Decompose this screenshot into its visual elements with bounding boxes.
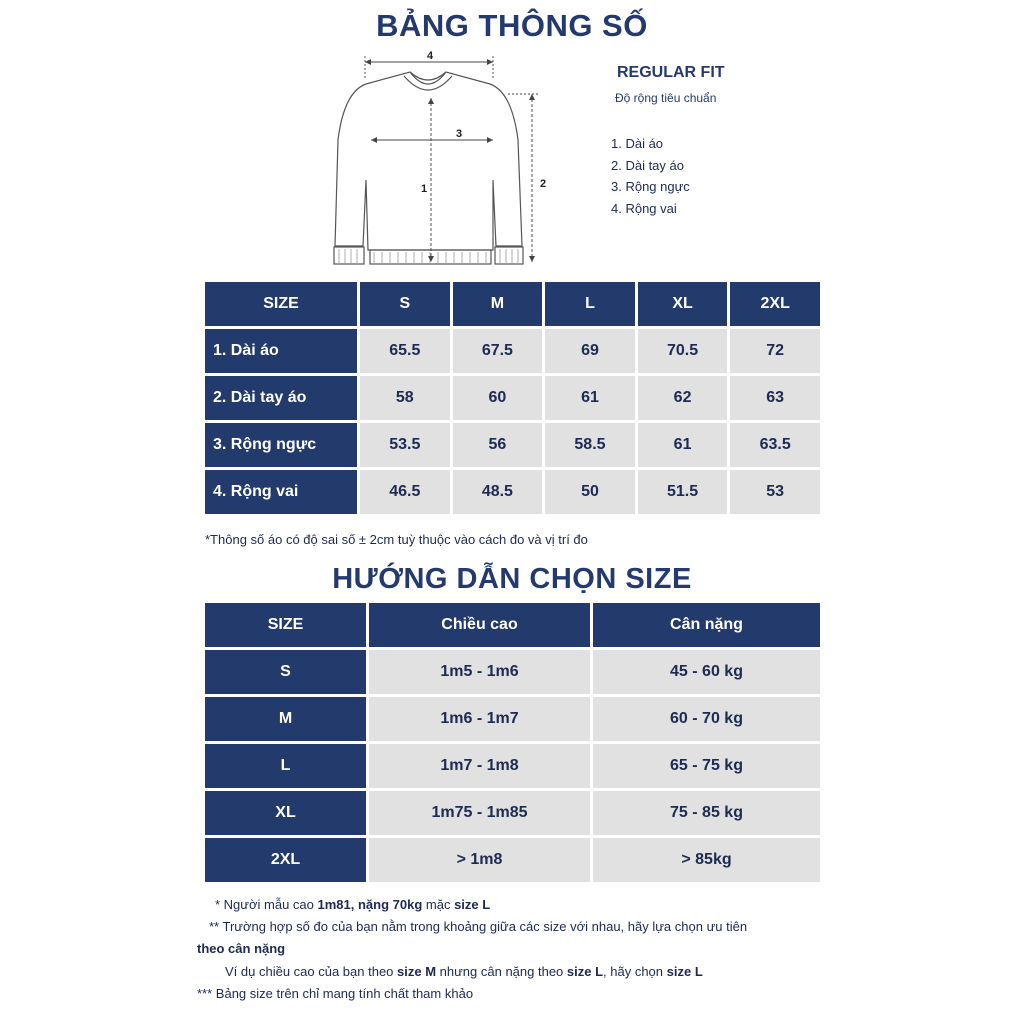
legend-item: 1. Dài áo <box>611 136 664 151</box>
note-text: * Người mẫu cao <box>215 897 318 912</box>
note-model <box>215 897 490 912</box>
table-cell: 62 <box>638 376 728 420</box>
table-cell: 75 - 85 kg <box>593 791 820 835</box>
legend-item: 3. Rộng ngực <box>611 179 690 194</box>
table-cell: > 85kg <box>593 838 820 882</box>
guide-title: HƯỚNG DẪN CHỌN SIZE <box>332 563 692 595</box>
header-cell: XL <box>638 282 728 326</box>
measurement-legend <box>611 135 690 221</box>
measure-label-4: 4 <box>426 50 434 62</box>
header-cell: S <box>360 282 450 326</box>
note-emphasis: size L <box>666 964 703 979</box>
table-row <box>205 376 820 420</box>
spec-table <box>202 279 823 517</box>
row-label: 2. Dài tay áo <box>205 376 357 420</box>
table-cell: 48.5 <box>453 470 543 514</box>
row-label: XL <box>205 791 366 835</box>
table-cell: 65 - 75 kg <box>593 744 820 788</box>
table-row <box>205 329 820 373</box>
note-text: mặc <box>422 897 455 912</box>
table-cell: 72 <box>730 329 820 373</box>
table-cell: 1m5 - 1m6 <box>369 650 590 694</box>
fit-subtitle: Độ rộng tiêu chuẩn <box>615 91 717 105</box>
note-emphasis: size L <box>454 897 491 912</box>
fit-title: REGULAR FIT <box>617 64 725 81</box>
spec-note: *Thông số áo có độ sai số ± 2cm tuỳ thuộc vào cách đo và vị trí đo <box>205 532 588 547</box>
table-cell: 58.5 <box>545 423 635 467</box>
header-cell: SIZE <box>205 603 366 647</box>
measure-label-1: 1 <box>420 183 428 195</box>
table-row <box>205 697 820 741</box>
measure-label-2: 2 <box>539 178 547 190</box>
header-cell: SIZE <box>205 282 357 326</box>
size-guide-table <box>202 600 823 885</box>
table-cell: 1m75 - 1m85 <box>369 791 590 835</box>
table-cell: 69 <box>545 329 635 373</box>
row-label: 4. Rộng vai <box>205 470 357 514</box>
table-cell: 61 <box>545 376 635 420</box>
table-cell: 60 - 70 kg <box>593 697 820 741</box>
table-cell: 46.5 <box>360 470 450 514</box>
note-emphasis: size L <box>566 964 604 979</box>
note-text: Ví dụ chiều cao của bạn theo <box>225 964 398 979</box>
measure-label-3: 3 <box>455 128 463 140</box>
table-cell: 65.5 <box>360 329 450 373</box>
table-cell: 1m7 - 1m8 <box>369 744 590 788</box>
header-cell: Chiều cao <box>369 603 590 647</box>
header-cell: 2XL <box>730 282 820 326</box>
note-text: , hãy chọn <box>603 964 667 979</box>
spec-title: BẢNG THÔNG SỐ <box>376 8 648 43</box>
note-between-sizes-emphasis <box>197 941 285 956</box>
note-reference: *** Bảng size trên chỉ mang tính chất tham khảo <box>197 986 474 1001</box>
row-label: 1. Dài áo <box>205 329 357 373</box>
row-label: 3. Rộng ngực <box>205 423 357 467</box>
header-cell: M <box>453 282 543 326</box>
table-cell: 70.5 <box>638 329 728 373</box>
header-cell: Cân nặng <box>593 603 820 647</box>
note-between-sizes: ** Trường hợp số đo của bạn nằm trong khoảng giữa các size với nhau, hãy lựa chọn ưu tiên <box>209 919 748 934</box>
table-cell: 53 <box>730 470 820 514</box>
note-text: nhưng cân nặng theo <box>436 964 567 979</box>
table-row <box>205 744 820 788</box>
sweater-diagram <box>325 45 555 275</box>
row-label: L <box>205 744 366 788</box>
table-cell: 63.5 <box>730 423 820 467</box>
table-cell: 56 <box>453 423 543 467</box>
table-cell: 50 <box>545 470 635 514</box>
table-cell: 45 - 60 kg <box>593 650 820 694</box>
legend-item: 2. Dài tay áo <box>611 157 684 173</box>
table-row <box>205 838 820 882</box>
table-cell: 63 <box>730 376 820 420</box>
row-label: M <box>205 697 366 741</box>
note-emphasis: size M <box>397 964 437 979</box>
table-header-row <box>205 282 820 326</box>
table-header-row <box>205 603 820 647</box>
legend-item: 4. Rộng vai <box>611 200 677 216</box>
table-cell: 1m6 - 1m7 <box>369 697 590 741</box>
table-cell: 53.5 <box>360 423 450 467</box>
table-cell: 51.5 <box>638 470 728 514</box>
table-row <box>205 470 820 514</box>
table-cell: 58 <box>360 376 450 420</box>
row-label: 2XL <box>205 838 366 882</box>
table-row <box>205 791 820 835</box>
table-row <box>205 423 820 467</box>
table-cell: 61 <box>638 423 728 467</box>
header-cell: L <box>545 282 635 326</box>
note-emphasis: 1m81, nặng 70kg <box>317 897 423 912</box>
row-label: S <box>205 650 366 694</box>
table-cell: 60 <box>453 376 543 420</box>
table-cell: > 1m8 <box>369 838 590 882</box>
table-cell: 67.5 <box>453 329 543 373</box>
note-example <box>225 964 703 979</box>
table-row <box>205 650 820 694</box>
note-emphasis: theo cân nặng <box>197 941 286 956</box>
